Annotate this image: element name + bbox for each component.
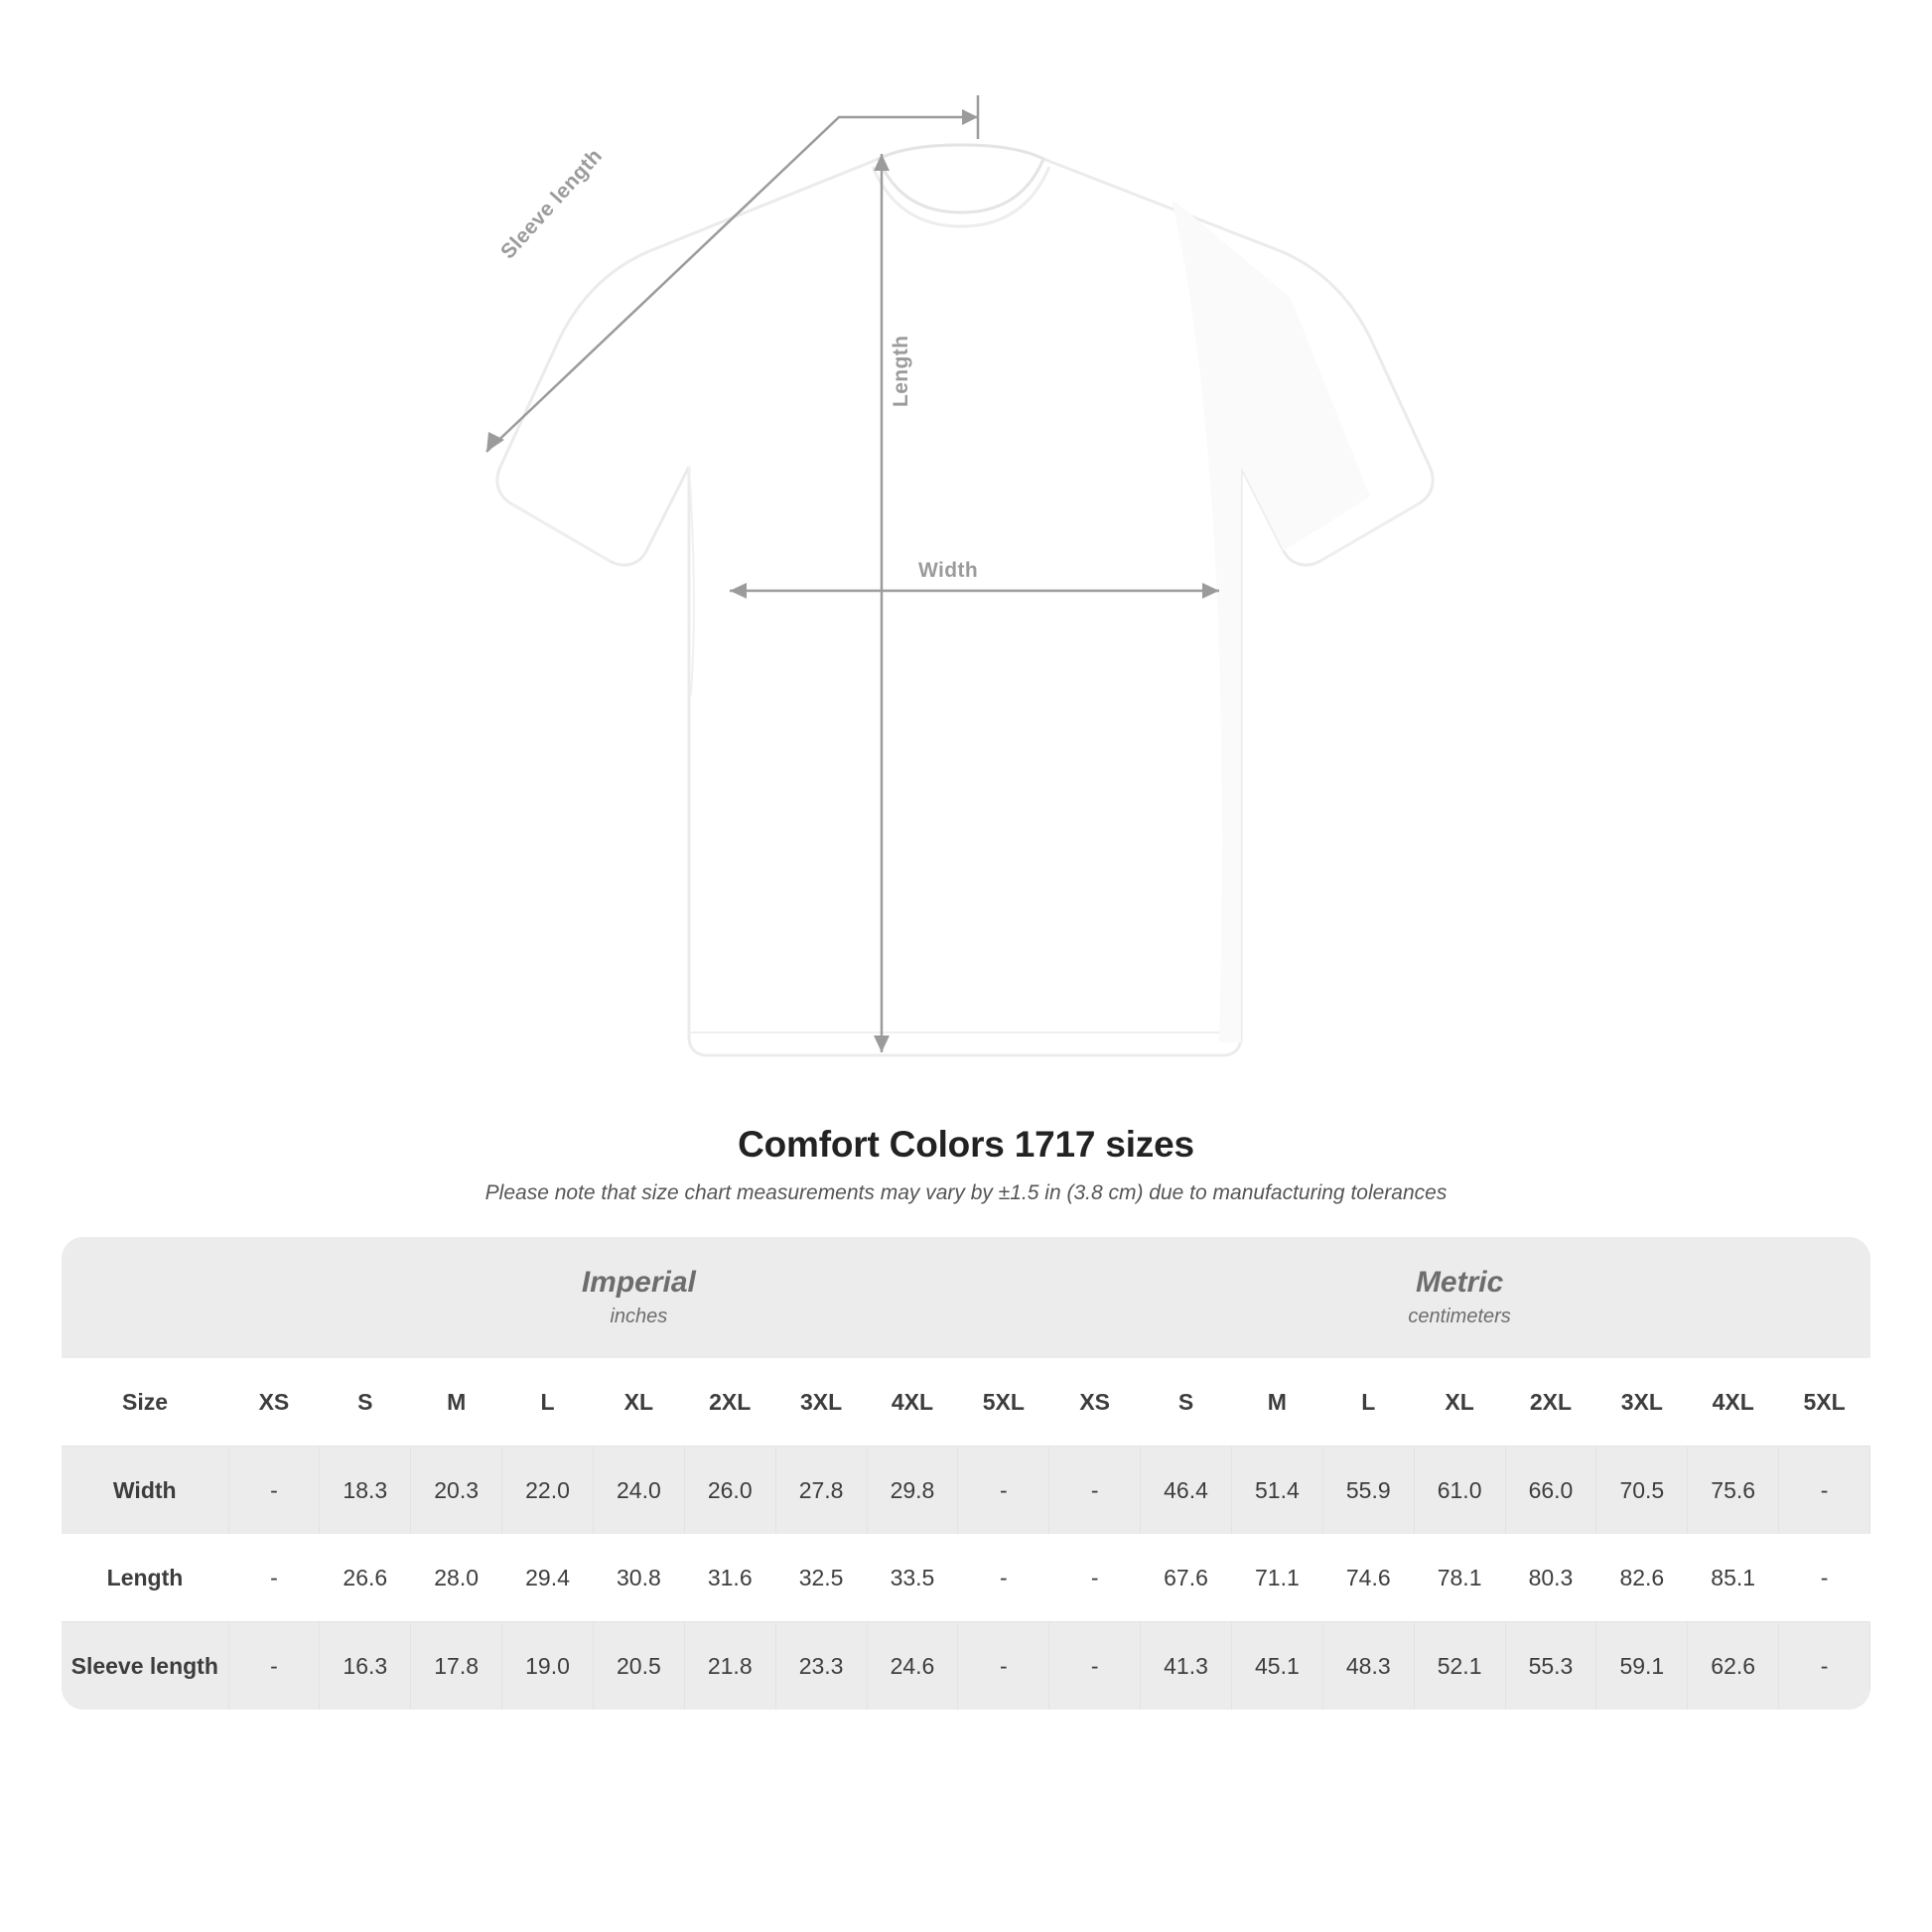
cell-width-imp-1: 18.3 [320, 1447, 411, 1535]
size-col-imperial-xl: XL [593, 1358, 684, 1447]
cell-width-met-7: 75.6 [1688, 1447, 1779, 1535]
cell-sleeve-met-7: 62.6 [1688, 1622, 1779, 1711]
row-label-sleeve-length: Sleeve length [62, 1622, 228, 1711]
cell-length-met-4: 78.1 [1437, 1564, 1482, 1590]
cell-length-met-3: 74.6 [1345, 1564, 1391, 1590]
cell-width-imp-2: 20.3 [411, 1447, 502, 1535]
cell-width-met-8: - [1779, 1447, 1870, 1535]
cell-width-met-4: 61.0 [1414, 1447, 1505, 1535]
cell-length-imp-4: 30.8 [616, 1564, 661, 1590]
cell-sleeve-met-2: 45.1 [1231, 1622, 1322, 1711]
cell-width-met-6: 70.5 [1596, 1447, 1688, 1535]
size-col-metric-4xl: 4XL [1688, 1358, 1779, 1447]
unit-header-row [62, 1237, 1870, 1358]
cell-sleeve-imp-7: 24.6 [867, 1622, 958, 1711]
cell-width-met-2: 51.4 [1231, 1447, 1322, 1535]
cell-sleeve-imp-5: 21.8 [684, 1622, 775, 1711]
cell-length-met-7: 85.1 [1711, 1564, 1756, 1590]
cell-width-imp-7: 29.8 [867, 1447, 958, 1535]
cell-length-imp-3: 29.4 [525, 1564, 570, 1590]
table-row [62, 1534, 1870, 1622]
size-col-imperial-m: M [411, 1358, 502, 1447]
sleeve-length-label: Sleeve length [496, 144, 608, 264]
cell-sleeve-met-6: 59.1 [1596, 1622, 1688, 1711]
page-title: Comfort Colors 1717 sizes [738, 1124, 1194, 1165]
cell-length-met-0: - [1090, 1564, 1099, 1590]
cell-width-imp-4: 24.0 [593, 1447, 684, 1535]
size-col-metric-2xl: 2XL [1505, 1358, 1596, 1447]
size-col-metric-s: S [1141, 1358, 1232, 1447]
width-label: Width [918, 559, 979, 582]
cell-length-met-2: 71.1 [1255, 1564, 1300, 1590]
cell-sleeve-imp-2: 17.8 [411, 1622, 502, 1711]
cell-length-imp-6: 32.5 [798, 1564, 844, 1590]
cell-sleeve-met-5: 55.3 [1505, 1622, 1596, 1711]
cell-width-imp-0: - [228, 1447, 320, 1535]
cell-length-met-1: 67.6 [1164, 1564, 1208, 1590]
unit-metric-sub: centimeters [1408, 1306, 1511, 1328]
row-label-width: Width [62, 1447, 228, 1535]
table-row [62, 1447, 1870, 1535]
cell-sleeve-met-4: 52.1 [1414, 1622, 1505, 1711]
size-col-imperial-3xl: 3XL [775, 1358, 867, 1447]
cell-length-met-8: - [1820, 1564, 1829, 1590]
cell-sleeve-imp-1: 16.3 [320, 1622, 411, 1711]
cell-width-met-3: 55.9 [1322, 1447, 1414, 1535]
cell-sleeve-met-8: - [1779, 1622, 1870, 1711]
size-col-metric-xl: XL [1414, 1358, 1505, 1447]
cell-sleeve-met-0: - [1049, 1622, 1141, 1711]
cell-width-met-5: 66.0 [1505, 1447, 1596, 1535]
size-col-imperial-2xl: 2XL [684, 1358, 775, 1447]
size-col-metric-m: M [1231, 1358, 1322, 1447]
size-header-label: Size [62, 1358, 228, 1447]
cell-width-imp-3: 22.0 [502, 1447, 594, 1535]
unit-header-imperial [228, 1237, 1049, 1358]
cell-length-met-5: 80.3 [1528, 1564, 1574, 1590]
table-row [62, 1622, 1870, 1711]
cell-length-imp-8: - [999, 1564, 1008, 1590]
tolerance-note: Please note that size chart measurements may vary by ±1.5 in (3.8 cm) due to manufacturing tolerances [484, 1181, 1448, 1204]
unit-metric-title: Metric [1415, 1265, 1504, 1299]
size-col-metric-xs: XS [1049, 1358, 1141, 1447]
cell-width-imp-5: 26.0 [684, 1447, 775, 1535]
cell-sleeve-imp-6: 23.3 [775, 1622, 867, 1711]
unit-header-spacer [62, 1237, 228, 1358]
cell-length-imp-7: 33.5 [890, 1564, 935, 1590]
size-col-metric-3xl: 3XL [1596, 1358, 1688, 1447]
length-label: Length [890, 335, 912, 407]
tshirt-shape [497, 145, 1433, 1055]
size-col-imperial-l: L [502, 1358, 594, 1447]
cell-length-imp-2: 28.0 [434, 1564, 480, 1590]
cell-sleeve-imp-3: 19.0 [502, 1622, 594, 1711]
size-col-imperial-5xl: 5XL [958, 1358, 1049, 1447]
cell-sleeve-met-3: 48.3 [1322, 1622, 1414, 1711]
size-col-imperial-s: S [320, 1358, 411, 1447]
size-header-row [62, 1358, 1870, 1447]
cell-length-met-6: 82.6 [1619, 1564, 1665, 1590]
cell-sleeve-met-1: 41.3 [1141, 1622, 1232, 1711]
title-block [0, 1124, 1932, 1205]
row-label-length: Length [106, 1564, 184, 1590]
unit-header-metric [1049, 1237, 1870, 1358]
size-col-metric-l: L [1322, 1358, 1414, 1447]
cell-length-imp-5: 31.6 [707, 1564, 753, 1590]
cell-sleeve-imp-8: - [958, 1622, 1049, 1711]
unit-imperial-title: Imperial [581, 1265, 696, 1299]
size-col-imperial-4xl: 4XL [867, 1358, 958, 1447]
cell-width-met-1: 46.4 [1141, 1447, 1232, 1535]
cell-sleeve-imp-0: - [228, 1622, 320, 1711]
size-table-wrapper [62, 1237, 1870, 1710]
cell-width-imp-6: 27.8 [775, 1447, 867, 1535]
cell-length-imp-0: - [270, 1564, 278, 1590]
cell-width-imp-8: - [958, 1447, 1049, 1535]
size-table [62, 1237, 1870, 1710]
cell-width-met-0: - [1049, 1447, 1141, 1535]
size-col-metric-5xl: 5XL [1779, 1358, 1870, 1447]
cell-sleeve-imp-4: 20.5 [593, 1622, 684, 1711]
unit-imperial-sub: inches [610, 1306, 668, 1328]
cell-length-imp-1: 26.6 [343, 1564, 388, 1590]
size-col-imperial-xs: XS [228, 1358, 320, 1447]
